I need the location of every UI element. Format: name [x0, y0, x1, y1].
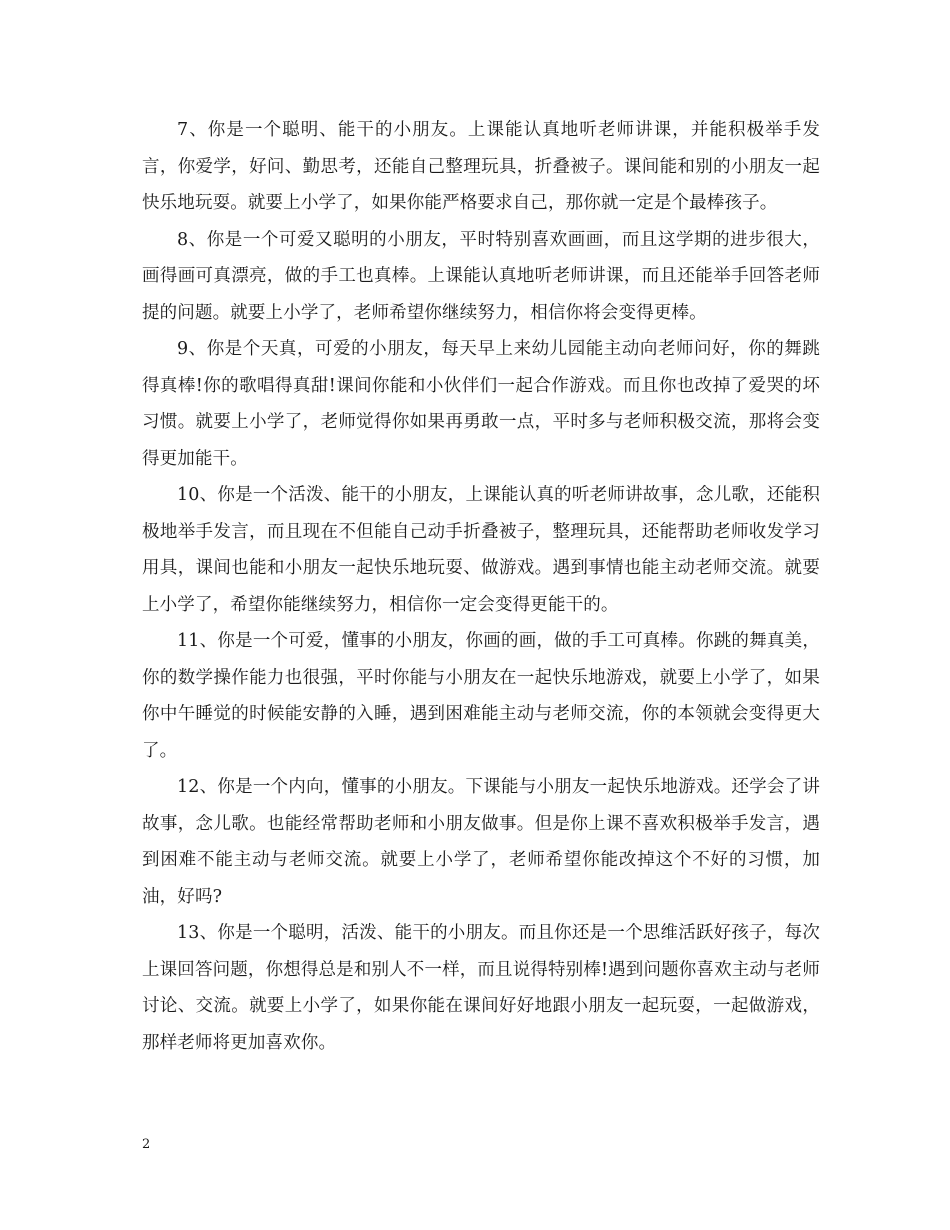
document-body: [142, 112, 820, 1061]
paragraph-11: 11、你是一个可爱，懂事的小朋友，你画的画，做的手工可真棒。你跳的舞真美，你的数学操作能力也很强，平时你能与小朋友在一起快乐地游戏，就要上小学了，如果你中午睡觉的时候能安静的入睡，遇到困难能主动与老师交流，你的本领就会变得更大了。: [142, 631, 820, 761]
paragraph-7: 7、你是一个聪明、能干的小朋友。上课能认真地听老师讲课，并能积极举手发言，你爱学，好问、勤思考，还能自己整理玩具，折叠被子。课间能和别的小朋友一起快乐地玩耍。就要上小学了，如果你能严格要求自己，那你就一定是个最棒孩子。: [142, 120, 820, 213]
paragraph-10: 10、你是一个活泼、能干的小朋友，上课能认真的听老师讲故事，念儿歌，还能积极地举手发言，而且现在不但能自己动手折叠被子，整理玩具，还能帮助老师收发学习用具，课间也能和小朋友一起快乐地玩耍、做游戏。遇到事情也能主动老师交流。就要上小学了，希望你能继续努力，相信你一定会变得更能干的。: [142, 485, 820, 615]
paragraph-8: 8、你是一个可爱又聪明的小朋友，平时特别喜欢画画，而且这学期的进步很大，画得画可真漂亮，做的手工也真棒。上课能认真地听老师讲课，而且还能举手回答老师提的问题。就要上小学了，老师希望你继续努力，相信你将会变得更棒。: [142, 229, 820, 323]
paragraph-13: 13、你是一个聪明，活泼、能干的小朋友。而且你还是一个思维活跃好孩子，每次上课回答问题，你想得总是和别人不一样，而且说得特别棒!遇到问题你喜欢主动与老师讨论、交流。就要上小学了，如果你能在课间好好地跟小朋友一起玩耍，一起做游戏，那样老师将更加喜欢你。: [142, 923, 820, 1053]
page-number: 2: [142, 1137, 151, 1152]
paragraph-12: 12、你是一个内向，懂事的小朋友。下课能与小朋友一起快乐地游戏。还学会了讲故事，念儿歌。也能经常帮助老师和小朋友做事。但是你上课不喜欢积极举手发言，遇到困难不能主动与老师交流。就要上小学了，老师希望你能改掉这个不好的习惯，加油，好吗?: [142, 777, 820, 907]
paragraph-9: 9、你是个天真，可爱的小朋友，每天早上来幼儿园能主动向老师问好，你的舞跳得真棒!你的歌唱得真甜!课间你能和小伙伴们一起合作游戏。而且你也改掉了爱哭的坏习惯。就要上小学了，老师觉得你如果再勇敢一点，平时多与老师积极交流，那将会变得更加能干。: [142, 339, 820, 469]
